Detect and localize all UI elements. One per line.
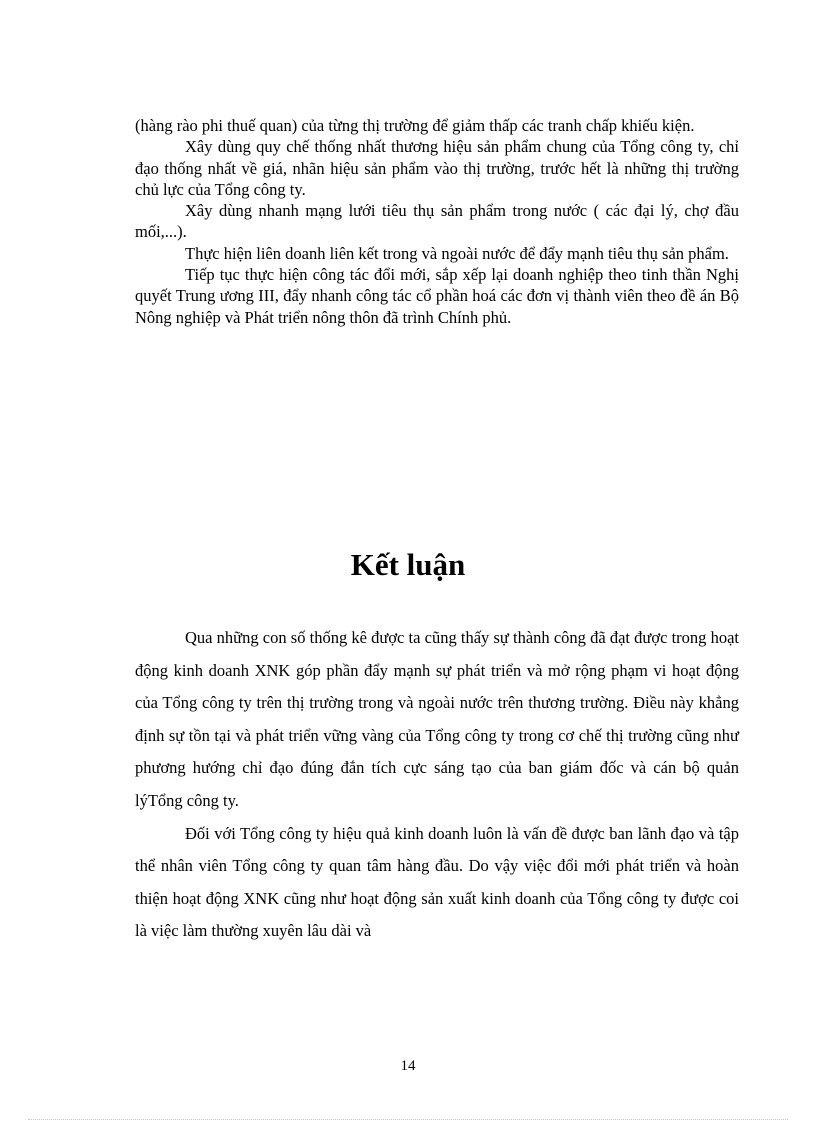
conclusion-section [135,622,739,948]
paragraph-continuation: (hàng rào phi thuế quan) của từng thị trường để giảm thấp các tranh chấp khiếu kiện. [135,116,695,135]
page-bottom-divider [28,1119,788,1120]
paragraph-enterprise-reform: Tiếp tục thực hiện công tác đổi mới, sắp xếp lại doanh nghiệp theo tinh thần Nghị quyết Trung ương III, đẩy nhanh công tác cổ phần hoá các đơn vị thành viên theo đề án Bộ Nông nghiệp và Phát triển nông thôn đã trình Chính phủ. [135,265,739,327]
paragraph-distribution-network: Xây dùng nhanh mạng lưới tiêu thụ sản phẩm trong nước ( các đại lý, chợ đầu mối,...). [135,201,739,242]
paragraph-brand-regulation: Xây dùng quy chế thống nhất thương hiệu sản phẩm chung của Tổng công ty, chỉ đạo thống nhất về giá, nhãn hiệu sản phẩm vào thị trường, trước hết là những thị trường chủ lực của Tổng công ty. [135,137,739,199]
conclusion-paragraph-1: Qua những con số thống kê được ta cũng thấy sự thành công đã đạt được trong hoạt động kinh doanh XNK góp phần đẩy mạnh sự phát triển và mở rộng phạm vi hoạt động của Tổng công ty trên thị trường trong và ngoài nước trên thương trường. Điều này khẳng định sự tồn tại và phát triển vững vàng của Tổng công ty trong cơ chế thị trường cũng như phương hướng chỉ đạo đúng đắn tích cực sáng tạo của ban giám đốc và cán bộ quản lýTổng công ty. [135,628,739,810]
recommendations-section [135,115,739,328]
conclusion-heading: Kết luận [350,547,466,582]
conclusion-paragraph-2: Đối với Tổng công ty hiệu quả kinh doanh luôn là vấn đề được ban lãnh đạo và tập thể nhân viên Tổng công ty quan tâm hàng đầu. Do vậy việc đổi mới phát triển và hoàn thiện hoạt động XNK cũng như hoạt động sản xuất kinh doanh của Tổng công ty được coi là việc làm thường xuyên lâu dài và [135,823,739,941]
paragraph-joint-venture: Thực hiện liên doanh liên kết trong và ngoài nước để đẩy mạnh tiêu thụ sản phẩm. [185,243,729,263]
page-number: 14 [400,1058,416,1074]
